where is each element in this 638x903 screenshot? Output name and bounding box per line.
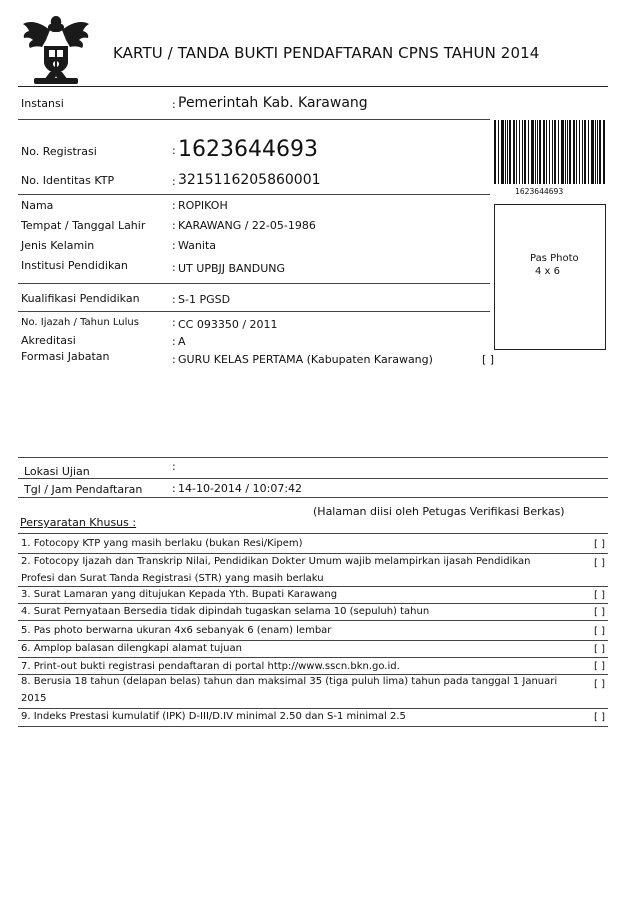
title-divider <box>18 86 608 87</box>
document-title: KARTU / TANDA BUKTI PENDAFTARAN CPNS TAHUN 2014 <box>113 44 540 62</box>
sep-tgl-pendaftaran: : <box>172 482 176 495</box>
divider <box>18 640 608 641</box>
divider <box>18 533 608 534</box>
sep-jenis-kelamin: : <box>172 239 176 252</box>
label-formasi: Formasi Jabatan <box>21 350 110 363</box>
divider <box>18 586 608 587</box>
sep-instansi: : <box>172 98 176 111</box>
requirement-item: 7. Print-out bukti registrasi pendaftaran di portal http://www.sscn.bkn.go.id. <box>21 661 400 672</box>
requirement-checkbox[interactable]: [ ] <box>594 626 605 637</box>
requirement-item: 2. Fotocopy Ijazah dan Transkrip Nilai, Pendidikan Dokter Umum wajib melampirkan ijasah Pendidikan <box>21 556 531 567</box>
value-jenis-kelamin: Wanita <box>178 239 216 252</box>
requirement-item-continued: Profesi dan Surat Tanda Registrasi (STR) yang masih berlaku <box>21 573 324 584</box>
value-no-registrasi: 1623644693 <box>178 137 318 162</box>
label-ijazah: No. Ijazah / Tahun Lulus <box>21 317 139 328</box>
barcode-number: 1623644693 <box>515 187 564 196</box>
value-formasi: GURU KELAS PERTAMA (Kabupaten Karawang) <box>178 353 433 366</box>
label-instansi: Instansi <box>21 97 64 110</box>
sep-akreditasi: : <box>172 335 176 348</box>
requirement-item: 5. Pas photo berwarna ukuran 4x6 sebanyak 6 (enam) lembar <box>21 625 332 636</box>
value-ttl: KARAWANG / 22-05-1986 <box>178 219 316 232</box>
value-kualifikasi: S-1 PGSD <box>178 293 231 306</box>
requirement-checkbox[interactable]: [ ] <box>594 539 605 550</box>
divider <box>18 603 608 604</box>
value-tgl-pendaftaran: 14-10-2014 / 10:07:42 <box>178 482 303 495</box>
sep-formasi: : <box>172 353 176 366</box>
label-institusi: Institusi Pendidikan <box>21 259 128 272</box>
divider <box>18 478 608 479</box>
requirement-checkbox[interactable]: [ ] <box>594 661 605 672</box>
sep-no-ktp: : <box>172 175 176 188</box>
requirement-item: 9. Indeks Prestasi kumulatif (IPK) D-III/D.IV minimal 2.50 dan S-1 minimal 2.5 <box>21 711 406 722</box>
sep-lokasi-ujian: : <box>172 460 176 473</box>
label-ttl: Tempat / Tanggal Lahir <box>21 219 146 232</box>
label-tgl-pendaftaran: Tgl / Jam Pendaftaran <box>24 483 143 496</box>
label-akreditasi: Akreditasi <box>21 334 76 347</box>
requirement-item: 4. Surat Pernyataan Bersedia tidak dipindah tugaskan selama 10 (sepuluh) tahun <box>21 606 430 617</box>
divider <box>18 620 608 621</box>
requirement-checkbox[interactable]: [ ] <box>594 607 605 618</box>
value-ijazah: CC 093350 / 2011 <box>178 318 278 331</box>
requirement-checkbox[interactable]: [ ] <box>594 590 605 601</box>
requirement-checkbox[interactable]: [ ] <box>594 558 605 569</box>
value-nama: ROPIKOH <box>178 199 228 212</box>
label-jenis-kelamin: Jenis Kelamin <box>21 239 95 252</box>
divider <box>18 497 608 498</box>
divider <box>18 119 490 120</box>
photo-placeholder <box>494 204 606 350</box>
requirement-checkbox[interactable]: [ ] <box>594 644 605 655</box>
formasi-checkbox[interactable]: [ ] <box>482 353 495 366</box>
divider <box>18 553 608 554</box>
sep-nama: : <box>172 199 176 212</box>
requirements-heading: Persyaratan Khusus : <box>20 516 137 529</box>
divider <box>18 457 608 458</box>
value-institusi: UT UPBJJ BANDUNG <box>178 262 286 275</box>
value-no-ktp: 3215116205860001 <box>178 172 321 188</box>
value-instansi: Pemerintah Kab. Karawang <box>178 95 368 111</box>
requirement-item: 8. Berusia 18 tahun (delapan belas) tahun dan maksimal 35 (tiga puluh lima) tahun pada tanggal 1 Januari <box>21 676 558 687</box>
label-nama: Nama <box>21 199 54 212</box>
requirement-item-continued: 2015 <box>21 693 47 704</box>
barcode-icon <box>492 120 607 186</box>
label-lokasi-ujian: Lokasi Ujian <box>24 465 90 478</box>
requirement-checkbox[interactable]: [ ] <box>594 679 605 690</box>
divider <box>18 283 490 284</box>
requirement-checkbox[interactable]: [ ] <box>594 712 605 723</box>
photo-label: Pas Photo <box>530 253 579 264</box>
sep-institusi: : <box>172 261 176 274</box>
sep-ijazah: : <box>172 316 176 329</box>
divider <box>18 194 490 195</box>
label-no-ktp: No. Identitas KTP <box>21 174 115 187</box>
verification-note: (Halaman diisi oleh Petugas Verifikasi Berkas) <box>313 505 565 518</box>
label-kualifikasi: Kualifikasi Pendidikan <box>21 292 140 305</box>
requirement-item: 1. Fotocopy KTP yang masih berlaku (bukan Resi/Kipem) <box>21 538 303 549</box>
requirement-item: 6. Amplop balasan dilengkapi alamat tujuan <box>21 643 242 654</box>
garuda-emblem-icon <box>20 10 92 86</box>
photo-size: 4 x 6 <box>535 266 560 277</box>
divider <box>18 311 490 312</box>
divider <box>18 726 608 727</box>
sep-ttl: : <box>172 219 176 232</box>
sep-no-registrasi: : <box>172 144 176 157</box>
divider <box>18 657 608 658</box>
requirement-item: 3. Surat Lamaran yang ditujukan Kepada Yth. Bupati Karawang <box>21 589 338 600</box>
divider <box>18 674 608 675</box>
value-akreditasi: A <box>178 335 186 348</box>
divider <box>18 708 608 709</box>
label-no-registrasi: No. Registrasi <box>21 145 97 158</box>
sep-kualifikasi: : <box>172 293 176 306</box>
